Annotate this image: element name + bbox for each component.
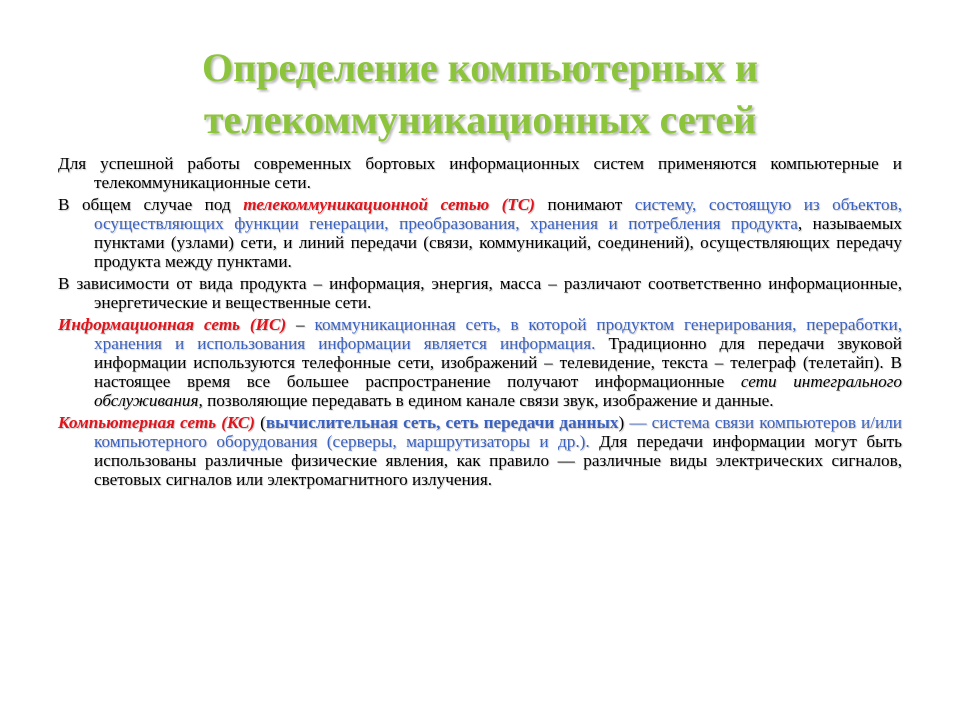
network-types-text: В зависимости от вида продукта – информация, энергия, масса – различают соответственно информационные, энергетические и вещественные сети. xyxy=(58,274,902,312)
slide-body xyxy=(58,154,902,492)
paragraph-network-types xyxy=(58,274,902,312)
intro-text: Для успешной работы современных бортовых информационных систем применяются компьютерные и телекоммуникационные сети. xyxy=(58,154,902,192)
is-term: Информационная сеть (ИС) xyxy=(58,315,287,334)
is-text-1: – xyxy=(286,315,315,334)
slide-title-line-2: телекоммуникационных сетей xyxy=(203,97,757,142)
slide-title-line-1: Определение компьютерных и xyxy=(202,45,758,90)
slide-title xyxy=(60,42,900,146)
tc-text-2: понимают xyxy=(535,195,635,214)
kc-text-1: ( xyxy=(255,413,266,432)
tc-definition: систему, состоящую из объектов, осуществляющих функции генерации, преобразования, хранения и потребления продукта xyxy=(94,195,903,233)
tc-text-1: В общем случае под xyxy=(58,195,244,214)
paragraph-telecom-network xyxy=(58,195,902,271)
kc-text-3: Для передачи информации могут быть использованы различные физические явления, как правило — различные виды электрических сигналов, световых сигналов или электромагнитного излучения. xyxy=(94,432,902,489)
is-definition: коммуникационная сеть, в которой продуктом генерирования, переработки, хранения и использования информации является информация. xyxy=(94,315,902,353)
tc-text-3: , называемых пунктами (узлами) сети, и линий передачи (связи, коммуникаций, соединений), осуществляющих передачу продукта между пунктами. xyxy=(94,214,902,271)
kc-text-2: ) xyxy=(618,413,630,432)
kc-definition: — система связи компьютеров и/или компьютерного оборудования (серверы, маршрутизаторы и др.). xyxy=(94,413,902,451)
paragraph-computer-network xyxy=(58,413,902,489)
tc-term: телекоммуникационной сетью (ТС) xyxy=(243,195,536,214)
is-integral-service: сети интегрального обслуживания, xyxy=(94,372,903,410)
kc-synonyms: вычислительная сеть, сеть передачи данных xyxy=(265,413,619,432)
is-text-2: Традиционно для передачи звуковой информации используются телефонные сети, изображений – телевидение, текста – телеграф (телетайп). В настоящее время все большее распространение получают информационные xyxy=(94,334,902,391)
is-text-3: позволяющие передавать в едином канале связи звук, изображение и данные. xyxy=(202,391,774,410)
paragraph-information-network xyxy=(58,315,902,410)
paragraph-intro xyxy=(58,154,902,192)
kc-term: Компьютерная сеть (КС) xyxy=(58,413,256,432)
